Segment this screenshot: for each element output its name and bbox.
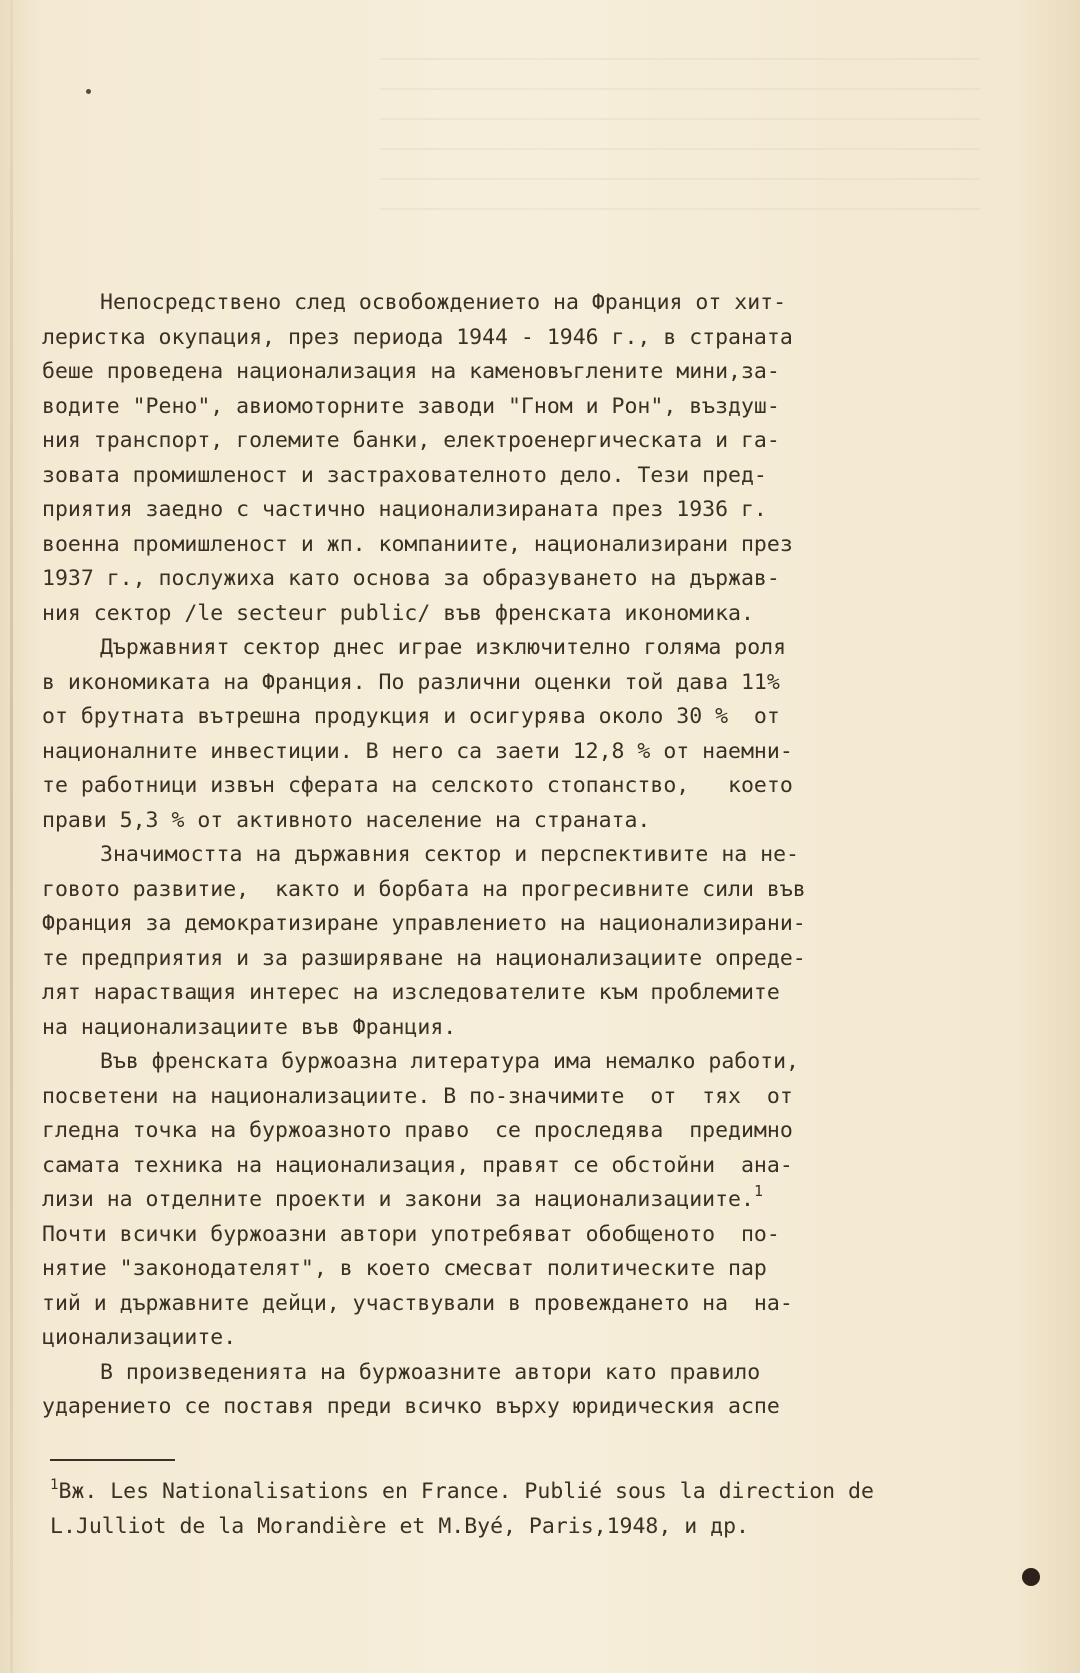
text-line	[42, 424, 1042, 459]
text-line	[42, 1011, 1042, 1046]
text-line	[42, 1080, 1042, 1115]
footnote-line	[50, 1509, 1050, 1544]
text-line-content: водите "Рено", авиомоторните заводи "Гном и Рон", въздуш-	[42, 393, 780, 419]
text-line-content: Франция за демократизиране управлението на национализирани-	[42, 911, 806, 936]
text-line	[42, 838, 1042, 873]
text-line	[42, 735, 1042, 770]
text-line-content: ния сектор /le secteur public/ във френската икономика.	[42, 600, 754, 626]
ink-speck	[86, 89, 91, 94]
text-line-content: Значимостта на държавния сектор и перспективите на не-	[100, 842, 799, 867]
text-line	[42, 390, 1042, 425]
text-line	[42, 769, 1042, 804]
text-line	[42, 562, 1042, 597]
text-line	[42, 804, 1042, 839]
text-line	[42, 1390, 1042, 1425]
text-line	[42, 942, 1042, 977]
text-line-content: прави 5,3 % от активното население на страната.	[42, 807, 651, 833]
text-line-content: беше проведена национализация на каменовъглените мини,за-	[42, 359, 780, 384]
text-line-content: ционализациите.	[42, 1325, 237, 1350]
footnote-text: Вж. Les Nationalisations en France. Publié sous la direction de	[58, 1479, 874, 1504]
footnote-reference[interactable]: 1	[753, 1182, 763, 1200]
text-line-content: лизи на отделните проекти и закони за национализациите.	[42, 1187, 754, 1212]
text-line-content: в икономиката на Франция. По различни оценки той дава 11%	[42, 669, 780, 695]
text-line-content: Държавният сектор днес играе изключително голяма роля	[100, 635, 787, 660]
text-line	[42, 1356, 1042, 1391]
text-line	[42, 700, 1042, 735]
text-line	[42, 1321, 1042, 1356]
text-line	[42, 666, 1042, 701]
footnote-text: L.Julliot de la Morandière et M.Byé, Paris,1948, и др.	[50, 1514, 749, 1539]
text-line	[42, 1045, 1042, 1080]
text-line-content: нятие "законодателят", в което смесват политическите пар	[42, 1256, 767, 1281]
text-line-content: Във френската буржоазна литература има немалко работи,	[100, 1049, 799, 1074]
text-line-content: посветени на национализациите. В по-значимите от тях от	[42, 1083, 793, 1109]
text-line	[42, 597, 1042, 632]
text-line	[42, 286, 1042, 321]
text-line-content: от брутната вътрешна продукция и осигурява около 30 % от	[42, 704, 780, 729]
text-line-content: ния транспорт, големите банки, електроенергическата и га-	[42, 428, 780, 453]
text-line	[42, 1252, 1042, 1287]
main-text	[42, 286, 1042, 1425]
text-line-content: Почти всички буржоазни автори употребяват обобщеното по-	[42, 1221, 780, 1247]
text-line	[42, 631, 1042, 666]
text-line	[42, 493, 1042, 528]
text-line	[42, 1287, 1042, 1322]
text-line-content: самата техника на национализация, правят се обстойни ана-	[42, 1152, 793, 1178]
text-line	[42, 321, 1042, 356]
text-line-content: военна промишленост и жп. компаниите, национализирани през	[42, 531, 793, 557]
ink-blot	[1022, 1568, 1040, 1586]
text-line-content: говото развитие, както и борбата на прогресивните сили във	[42, 876, 806, 902]
text-line-content: на национализациите във Франция.	[42, 1014, 457, 1040]
text-line	[42, 1218, 1042, 1253]
footnote-block	[50, 1474, 1050, 1544]
text-line-content: леристка окупация, през периода 1944 - 1946 г., в страната	[42, 324, 793, 350]
text-line	[42, 528, 1042, 563]
text-line	[42, 873, 1042, 908]
text-line-content: 1937 г., послужиха като основа за образуването на държав-	[42, 566, 780, 591]
text-line-content: зовата промишленост и застрахователното дело. Тези пред-	[42, 462, 767, 488]
text-line	[42, 907, 1042, 942]
text-line	[42, 1114, 1042, 1149]
footnote-line	[50, 1474, 1050, 1509]
text-line	[42, 1149, 1042, 1184]
text-line	[42, 1183, 1042, 1218]
text-line-content: лят нарастващия интерес на изследователите към проблемите	[42, 980, 780, 1005]
text-line-content: националните инвестиции. В него са заети 12,8 % от наемни-	[42, 738, 793, 764]
text-line-content: ударението се поставя преди всичко върху юридическия аспе	[42, 1394, 780, 1419]
footnote-separator	[50, 1459, 175, 1461]
text-line-content: гледна точка на буржоазното право се проследява предимно	[42, 1118, 793, 1143]
text-line-content: тий и държавните дейци, участвували в провеждането на на-	[42, 1290, 793, 1316]
text-line-content: В произведенията на буржоазните автори като правило	[100, 1359, 761, 1385]
text-line	[42, 976, 1042, 1011]
text-line-content: приятия заедно с частично национализираната през 1936 г.	[42, 497, 767, 522]
page-fold-shadow	[10, 0, 13, 1673]
text-line	[42, 459, 1042, 494]
footnote-mark: 1	[50, 1477, 59, 1493]
bleed-through-texture	[380, 30, 980, 230]
text-line-content: те предприятия и за разширяване на национализациите опреде-	[42, 945, 806, 971]
text-line-content: те работници извън сферата на селското стопанство, което	[42, 773, 793, 798]
text-line-content: Непосредствено след освобождението на Франция от хит-	[100, 290, 787, 315]
text-line	[42, 355, 1042, 390]
